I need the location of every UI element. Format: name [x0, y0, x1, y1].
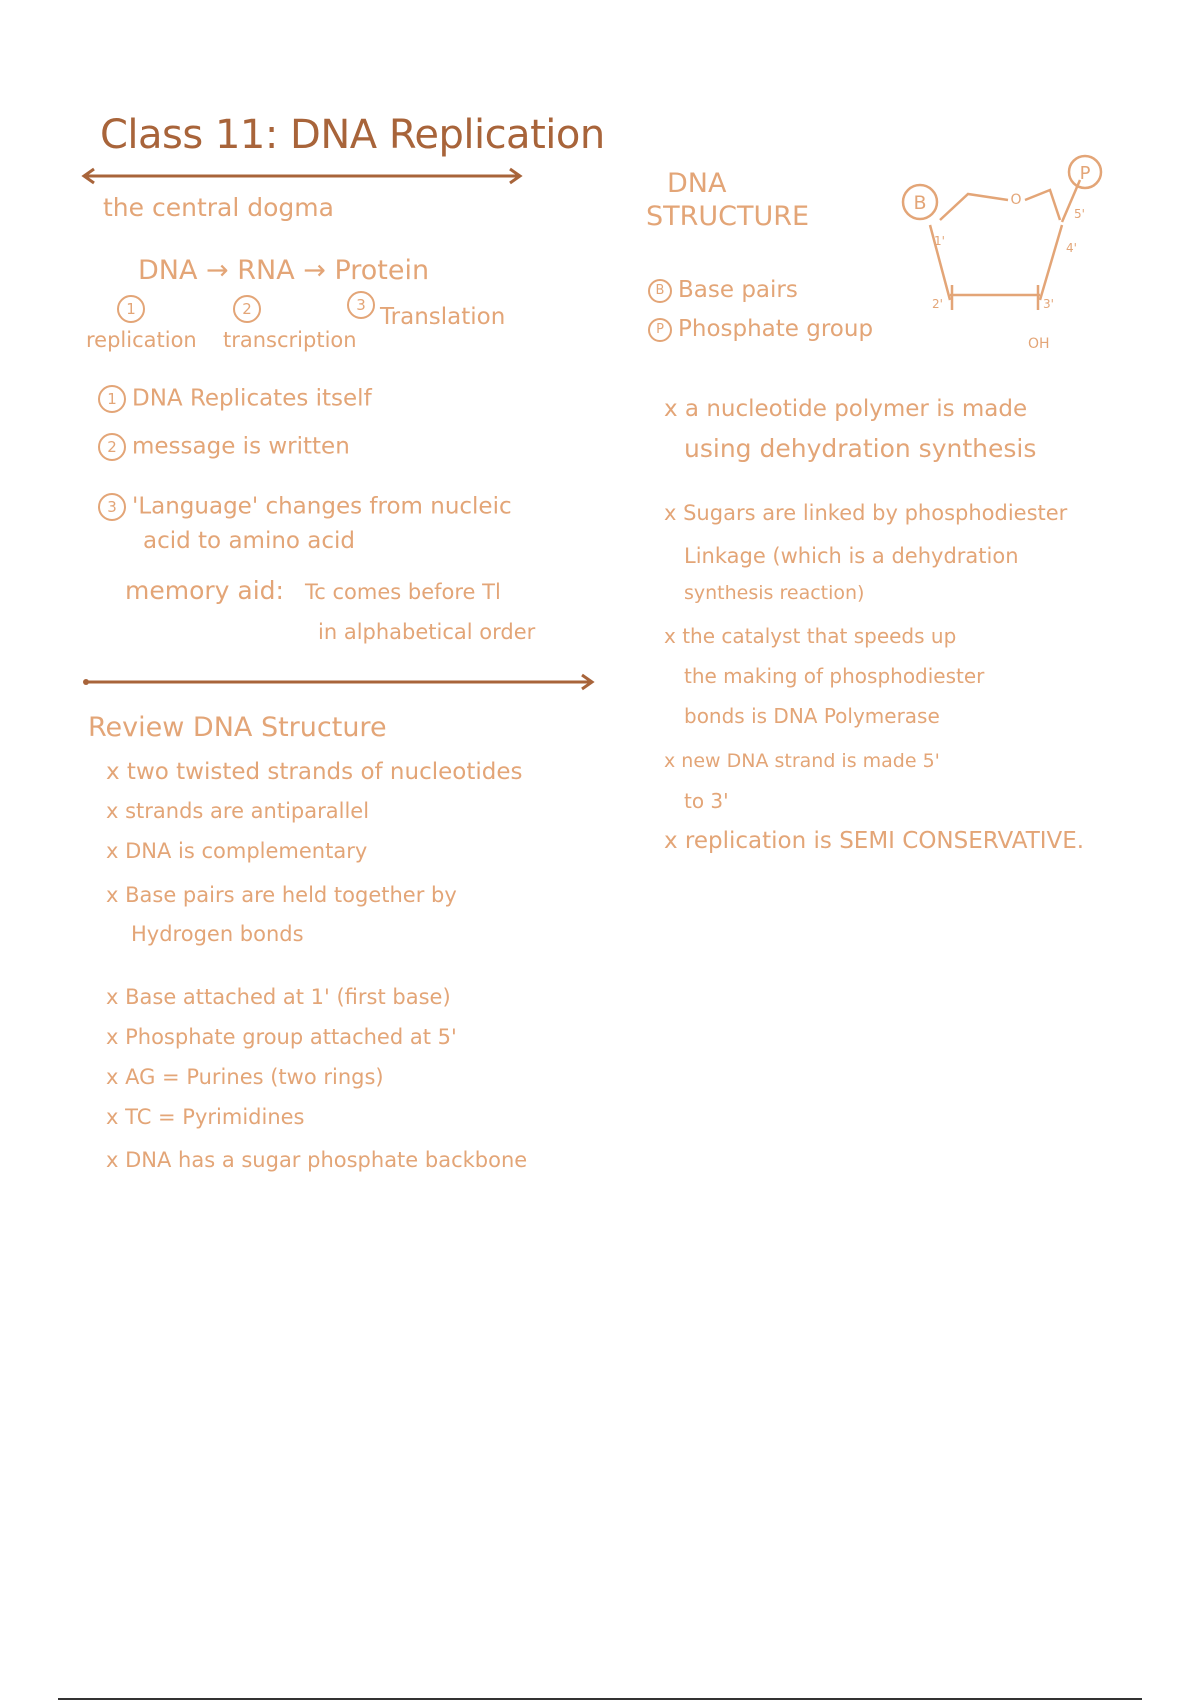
step-label-translation: Translation — [380, 304, 506, 330]
review-item: x strands are antiparallel — [106, 799, 370, 823]
hydroxyl-label: OH — [1028, 336, 1050, 352]
legend-phosphate-text: Phosphate group — [678, 316, 874, 342]
structure-item: x replication is SEMI CONSERVATIVE. — [664, 828, 1085, 854]
review-heading: Review DNA Structure — [88, 712, 387, 743]
legend-base — [648, 277, 798, 303]
phosphate-symbol: P — [648, 318, 672, 342]
structure-item: x a nucleotide polymer is made — [664, 396, 1028, 422]
base-symbol: B — [648, 279, 672, 303]
oxygen-label: O — [1010, 192, 1022, 208]
structure-item: synthesis reaction) — [684, 582, 865, 604]
carbon-3-label: 3' — [1043, 297, 1054, 311]
review-item: x Base attached at 1' (first base) — [106, 985, 451, 1009]
structure-item: the making of phosphodiester — [684, 664, 985, 688]
structure-item: bonds is DNA Polymerase — [684, 704, 940, 728]
step-number-2: 2 — [233, 295, 261, 323]
section-divider-arrow — [80, 672, 600, 692]
review-item: x Phosphate group attached at 5' — [106, 1025, 457, 1049]
structure-item: using dehydration synthesis — [684, 434, 1037, 463]
note-1-text: DNA Replicates itself — [132, 385, 372, 412]
phosphate-circle-label: P — [1079, 163, 1091, 184]
note-1 — [98, 385, 372, 413]
note-2-text: message is written — [132, 433, 350, 460]
structure-item: x the catalyst that speeds up — [664, 624, 957, 648]
note-3-continued: acid to amino acid — [143, 528, 356, 554]
note-3 — [98, 493, 512, 521]
nucleotide-diagram — [890, 150, 1120, 370]
carbon-2-label: 2' — [932, 297, 943, 311]
carbon-4-label: 4' — [1066, 241, 1077, 255]
review-item: x AG = Purines (two rings) — [106, 1065, 384, 1089]
structure-item: Linkage (which is a dehydration — [684, 544, 1019, 568]
memory-aid-label: memory aid: — [125, 576, 284, 605]
memory-aid-text: Tc comes before Tl — [305, 580, 501, 604]
title-divider-arrow — [78, 166, 528, 186]
step-label-transcription: transcription — [223, 328, 357, 352]
page-title: Class 11: DNA Replication — [100, 112, 605, 158]
review-item: x Base pairs are held together by — [106, 883, 457, 907]
note-number-3: 3 — [98, 493, 126, 521]
review-item: x two twisted strands of nucleotides — [106, 759, 523, 785]
note-number-1: 1 — [98, 385, 126, 413]
note-3-text: 'Language' changes from nucleic — [132, 493, 512, 520]
memory-aid-text-2: in alphabetical order — [318, 620, 536, 644]
step-label-replication: replication — [86, 328, 197, 352]
structure-heading-2: STRUCTURE — [646, 201, 810, 232]
review-item: x DNA is complementary — [106, 839, 368, 863]
structure-heading-1: DNA — [667, 168, 727, 199]
carbon-5-label: 5' — [1074, 207, 1085, 221]
legend-phosphate — [648, 316, 873, 342]
review-item: x DNA has a sugar phosphate backbone — [106, 1148, 528, 1172]
structure-item: to 3' — [684, 789, 729, 813]
central-dogma-heading: the central dogma — [103, 193, 334, 222]
step-number-1: 1 — [117, 295, 145, 323]
review-item: x TC = Pyrimidines — [106, 1105, 305, 1129]
structure-item: x new DNA strand is made 5' — [664, 750, 940, 772]
structure-item: x Sugars are linked by phosphodiester — [664, 501, 1068, 525]
step-number-3: 3 — [347, 291, 375, 319]
review-item: Hydrogen bonds — [131, 922, 304, 946]
carbon-1-label: 1' — [934, 234, 945, 248]
note-2 — [98, 433, 350, 461]
base-circle-label: B — [913, 192, 927, 214]
note-number-2: 2 — [98, 433, 126, 461]
central-dogma-flow: DNA → RNA → Protein — [138, 255, 430, 286]
legend-base-text: Base pairs — [678, 277, 798, 303]
